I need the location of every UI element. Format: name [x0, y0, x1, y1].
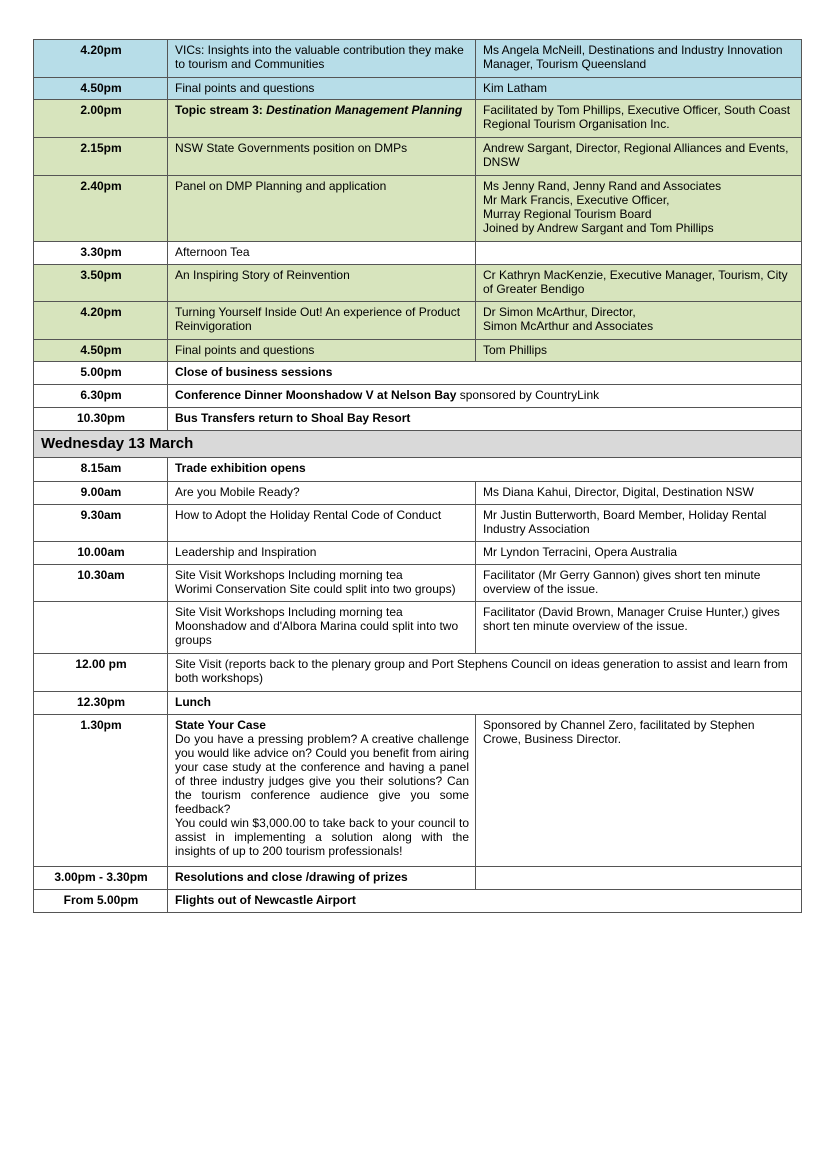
- table-row: [34, 565, 802, 602]
- time-cell: 3.50pm: [34, 265, 168, 302]
- table-row: [34, 692, 802, 715]
- speaker-line: Joined by Andrew Sargant and Tom Phillips: [483, 221, 714, 235]
- speaker-cell: Tom Phillips: [476, 340, 802, 362]
- time-cell: 3.30pm: [34, 242, 168, 265]
- state-your-case-title: State Your Case: [175, 718, 266, 732]
- speaker-line: Dr Simon McArthur, Director,: [483, 305, 636, 319]
- time-cell: 4.50pm: [34, 340, 168, 362]
- time-cell: 4.50pm: [34, 78, 168, 100]
- speaker-line: Simon McArthur and Associates: [483, 319, 654, 333]
- topic-stream-title: Destination Management Planning: [266, 103, 463, 117]
- time-cell: 10.30am: [34, 565, 168, 602]
- table-row: [34, 385, 802, 408]
- speaker-cell: Facilitator (David Brown, Manager Cruise Hunter,) gives short ten minute overview of the issue.: [476, 602, 802, 654]
- state-your-case-prize: You could win $3,000.00 to take back to your council to assist in implementing a solution along with the insights of up to 200 tourism professionals!: [175, 816, 469, 858]
- speaker-line: Mr Mark Francis, Executive Officer,: [483, 193, 670, 207]
- table-row: [34, 408, 802, 431]
- session-cell: Site Visit (reports back to the plenary group and Port Stephens Council on ideas generation to assist and learn from both workshops): [168, 654, 802, 692]
- time-cell: 2.15pm: [34, 138, 168, 176]
- speaker-cell: [476, 242, 802, 265]
- speaker-cell: Sponsored by Channel Zero, facilitated by Stephen Crowe, Business Director.: [476, 715, 802, 867]
- session-cell: Bus Transfers return to Shoal Bay Resort: [168, 408, 802, 431]
- speaker-cell: Facilitator (Mr Gerry Gannon) gives short ten minute overview of the issue.: [476, 565, 802, 602]
- speaker-cell: Ms Angela McNeill, Destinations and Industry Innovation Manager, Tourism Queensland: [476, 40, 802, 78]
- speaker-line: Murray Regional Tourism Board: [483, 207, 652, 221]
- day-heading: Wednesday 13 March: [34, 431, 802, 458]
- session-cell: How to Adopt the Holiday Rental Code of Conduct: [168, 505, 476, 542]
- time-cell: 12.30pm: [34, 692, 168, 715]
- speaker-cell: Kim Latham: [476, 78, 802, 100]
- table-row: [34, 100, 802, 138]
- session-cell: VICs: Insights into the valuable contribution they make to tourism and Communities: [168, 40, 476, 78]
- table-row: [34, 362, 802, 385]
- table-row: [34, 138, 802, 176]
- topic-stream-prefix: Topic stream 3:: [175, 103, 267, 117]
- table-row: [34, 458, 802, 482]
- session-cell: Final points and questions: [168, 78, 476, 100]
- dinner-sponsor: sponsored by CountryLink: [456, 388, 600, 402]
- table-row: [34, 40, 802, 78]
- session-cell: An Inspiring Story of Reinvention: [168, 265, 476, 302]
- time-cell: 4.20pm: [34, 302, 168, 340]
- table-row: [34, 602, 802, 654]
- time-cell: 6.30pm: [34, 385, 168, 408]
- time-cell: 4.20pm: [34, 40, 168, 78]
- session-line: Moonshadow and d'Albora Marina could split into two groups: [175, 619, 459, 647]
- table-row: [34, 715, 802, 867]
- time-cell: 9.00am: [34, 482, 168, 505]
- table-row: [34, 340, 802, 362]
- table-row: [34, 542, 802, 565]
- time-cell: From 5.00pm: [34, 890, 168, 913]
- time-cell: 1.30pm: [34, 715, 168, 867]
- session-cell: Are you Mobile Ready?: [168, 482, 476, 505]
- session-cell: Panel on DMP Planning and application: [168, 176, 476, 242]
- speaker-cell: [476, 867, 802, 890]
- time-cell: 3.00pm - 3.30pm: [34, 867, 168, 890]
- time-cell: [34, 602, 168, 654]
- table-row: [34, 890, 802, 913]
- table-row: [34, 176, 802, 242]
- session-cell: Afternoon Tea: [168, 242, 476, 265]
- session-line: Site Visit Workshops Including morning tea: [175, 568, 403, 582]
- speaker-cell: Facilitated by Tom Phillips, Executive Officer, South Coast Regional Tourism Organisation Inc.: [476, 100, 802, 138]
- session-cell: Flights out of Newcastle Airport: [168, 890, 802, 913]
- day-header-row: [34, 431, 802, 458]
- speaker-cell: Andrew Sargant, Director, Regional Alliances and Events, DNSW: [476, 138, 802, 176]
- session-cell: [168, 602, 476, 654]
- time-cell: 5.00pm: [34, 362, 168, 385]
- table-row: [34, 505, 802, 542]
- time-cell: 9.30am: [34, 505, 168, 542]
- table-row: [34, 78, 802, 100]
- session-cell: [168, 715, 476, 867]
- table-row: [34, 482, 802, 505]
- speaker-cell: Ms Diana Kahui, Director, Digital, Destination NSW: [476, 482, 802, 505]
- speaker-cell: Cr Kathryn MacKenzie, Executive Manager, Tourism, City of Greater Bendigo: [476, 265, 802, 302]
- speaker-cell: [476, 302, 802, 340]
- session-cell: Close of business sessions: [168, 362, 802, 385]
- table-row: [34, 302, 802, 340]
- table-row: [34, 654, 802, 692]
- session-cell: Leadership and Inspiration: [168, 542, 476, 565]
- time-cell: 8.15am: [34, 458, 168, 482]
- speaker-cell: Mr Justin Butterworth, Board Member, Holiday Rental Industry Association: [476, 505, 802, 542]
- session-cell: NSW State Governments position on DMPs: [168, 138, 476, 176]
- session-cell: [168, 385, 802, 408]
- session-line: Worimi Conservation Site could split into two groups): [175, 582, 456, 596]
- program-table: [33, 39, 802, 913]
- session-cell: Final points and questions: [168, 340, 476, 362]
- speaker-cell: Mr Lyndon Terracini, Opera Australia: [476, 542, 802, 565]
- speaker-line: Ms Jenny Rand, Jenny Rand and Associates: [483, 179, 722, 193]
- time-cell: 2.40pm: [34, 176, 168, 242]
- time-cell: 12.00 pm: [34, 654, 168, 692]
- state-your-case-body: Do you have a pressing problem? A creative challenge you would like advice on? Could you benefit from airing your case study at the conference and having a panel of three industry judges give you their solutions? Can the tourism conference audience give you some feedback?: [175, 732, 469, 816]
- session-cell: Turning Yourself Inside Out! An experience of Product Reinvigoration: [168, 302, 476, 340]
- table-row: [34, 242, 802, 265]
- session-cell: [168, 100, 476, 138]
- time-cell: 2.00pm: [34, 100, 168, 138]
- time-cell: 10.30pm: [34, 408, 168, 431]
- dinner-title: Conference Dinner Moonshadow V at Nelson Bay: [175, 388, 457, 402]
- table-row: [34, 265, 802, 302]
- session-line: Site Visit Workshops Including morning tea: [175, 605, 403, 619]
- time-cell: 10.00am: [34, 542, 168, 565]
- session-cell: Resolutions and close /drawing of prizes: [168, 867, 476, 890]
- speaker-cell: [476, 176, 802, 242]
- session-cell: Trade exhibition opens: [168, 458, 802, 482]
- session-cell: Lunch: [168, 692, 802, 715]
- table-row: [34, 867, 802, 890]
- session-cell: [168, 565, 476, 602]
